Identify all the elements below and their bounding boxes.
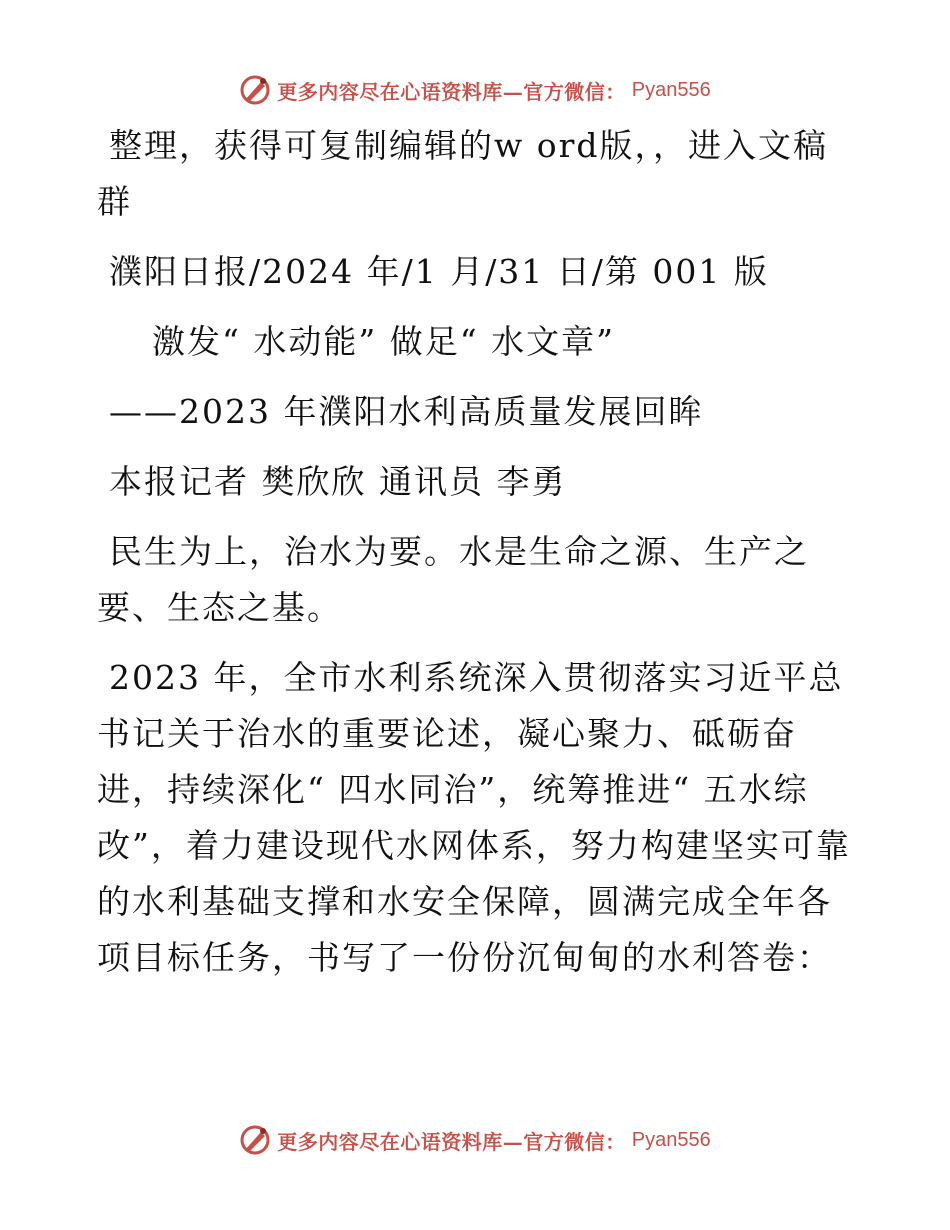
byline: 本报记者 樊欣欣 通讯员 李勇	[109, 462, 567, 501]
body-paragraph: 2023 年，全市水利系统深入贯彻落实习近平总书记关于治水的重要论述，凝心聚力、砥砺奋进，持续深化“ 四水同治”，统筹推进“ 五水综改”，着力建设现代水网体系，努力构建坚实可靠的水利基础支撑和水安全保障，圆满完成全年各项目标任务，书写了一份份沉甸甸的水利答卷：	[97, 658, 851, 977]
brush-logo-icon	[239, 74, 271, 106]
header-banner-id: Pyan556	[631, 78, 711, 101]
header-banner-text: 更多内容尽在心语资料库—官方微信：	[277, 79, 626, 104]
footer-watermark-banner	[0, 1120, 950, 1160]
footer-banner-text: 更多内容尽在心语资料库—官方微信：	[277, 1129, 626, 1154]
document-body	[97, 118, 857, 1000]
footer-banner-id: Pyan556	[631, 1128, 711, 1151]
body-paragraph: 民生为上，治水为要。水是生命之源、生产之要、生态之基。	[97, 532, 809, 627]
brush-logo-icon	[239, 1124, 271, 1156]
header-watermark-banner	[0, 70, 950, 110]
source-line: 濮阳日报/2024 年/1 月/31 日/第 001 版	[109, 252, 769, 291]
article-subtitle: ——2023 年濮阳水利高质量发展回眸	[109, 392, 704, 431]
intro-note: 整理，获得可复制编辑的w ord版，，进入文稿群	[97, 126, 829, 221]
article-title: 激发“ 水动能” 做足“ 水文章”	[152, 322, 615, 361]
